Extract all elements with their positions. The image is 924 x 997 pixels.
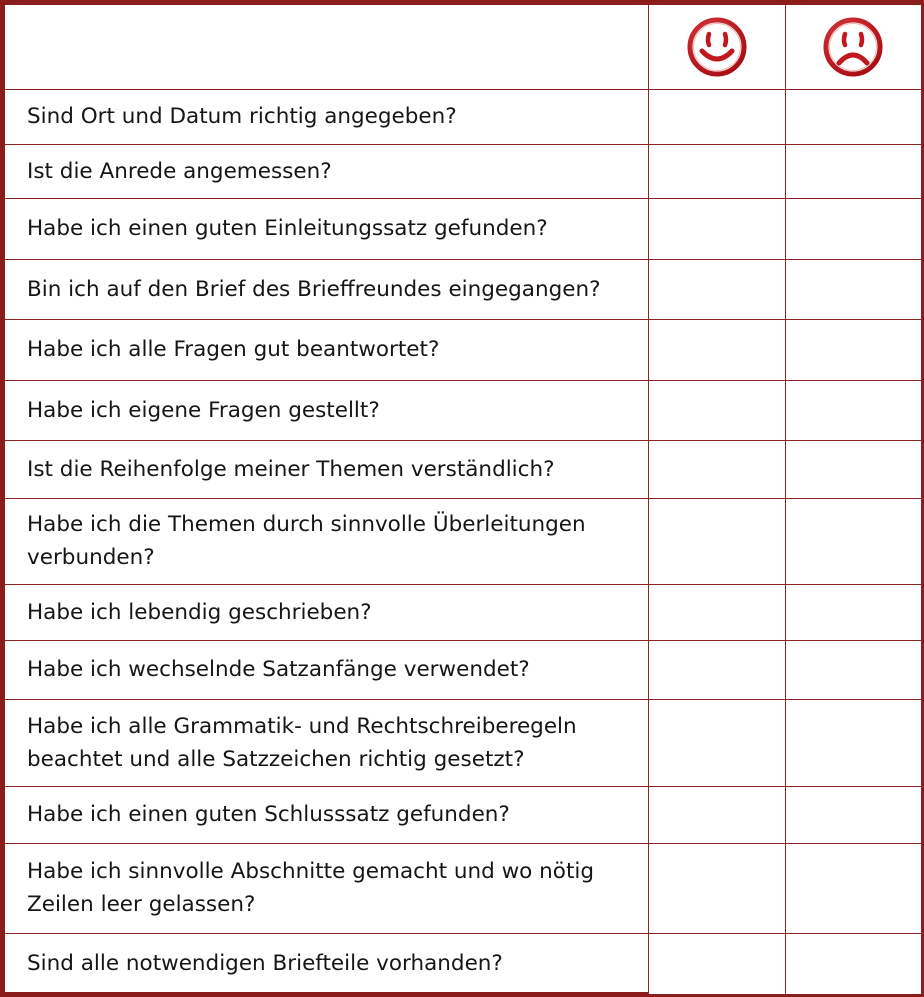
question-text: Habe ich die Themen durch sinnvolle Überleitungen verbunden? [5, 498, 648, 584]
question-text: Habe ich sinnvolle Abschnitte gemacht und wo nötig Zeilen leer gelassen? [5, 843, 648, 933]
question-text: Habe ich lebendig geschrieben? [5, 584, 648, 640]
checklist-row [5, 440, 921, 498]
negative-answer-cell[interactable] [785, 89, 921, 144]
checklist-row [5, 259, 921, 319]
checklist-row [5, 699, 921, 786]
question-text: Habe ich eigene Fragen gestellt? [5, 380, 648, 440]
positive-answer-cell[interactable] [648, 380, 785, 440]
question-text: Habe ich einen guten Einleitungssatz gefunden? [5, 198, 648, 259]
negative-answer-cell[interactable] [785, 498, 921, 584]
self-check-table [5, 5, 921, 994]
checklist-row [5, 319, 921, 380]
positive-answer-cell[interactable] [648, 786, 785, 843]
checklist-row [5, 498, 921, 584]
question-text: Ist die Reihenfolge meiner Themen verständlich? [5, 440, 648, 498]
positive-answer-cell[interactable] [648, 699, 785, 786]
negative-column-header [785, 5, 921, 89]
positive-answer-cell[interactable] [648, 843, 785, 933]
positive-answer-cell[interactable] [648, 933, 785, 994]
negative-answer-cell[interactable] [785, 786, 921, 843]
question-text: Bin ich auf den Brief des Brieffreundes eingegangen? [5, 259, 648, 319]
question-text: Sind alle notwendigen Briefteile vorhanden? [5, 933, 648, 994]
negative-answer-cell[interactable] [785, 640, 921, 699]
positive-answer-cell[interactable] [648, 319, 785, 380]
positive-answer-cell[interactable] [648, 440, 785, 498]
positive-column-header [648, 5, 785, 89]
question-text: Habe ich alle Fragen gut beantwortet? [5, 319, 648, 380]
checklist-row [5, 380, 921, 440]
negative-answer-cell[interactable] [785, 584, 921, 640]
checklist-row [5, 786, 921, 843]
checklist-row [5, 198, 921, 259]
negative-answer-cell[interactable] [785, 699, 921, 786]
question-text: Habe ich alle Grammatik- und Rechtschreiberegeln beachtet und alle Satzzeichen richtig gesetzt? [5, 699, 648, 786]
positive-answer-cell[interactable] [648, 584, 785, 640]
positive-answer-cell[interactable] [648, 198, 785, 259]
negative-answer-cell[interactable] [785, 198, 921, 259]
checklist-row [5, 89, 921, 144]
header-row [5, 5, 921, 89]
smiley-happy-icon [685, 15, 749, 79]
checklist-row [5, 144, 921, 198]
question-text: Habe ich wechselnde Satzanfänge verwendet? [5, 640, 648, 699]
question-text: Habe ich einen guten Schlusssatz gefunden? [5, 786, 648, 843]
checklist-row [5, 933, 921, 994]
negative-answer-cell[interactable] [785, 440, 921, 498]
positive-answer-cell[interactable] [648, 498, 785, 584]
negative-answer-cell[interactable] [785, 259, 921, 319]
checklist-row [5, 584, 921, 640]
negative-answer-cell[interactable] [785, 319, 921, 380]
checklist-row [5, 843, 921, 933]
positive-answer-cell[interactable] [648, 259, 785, 319]
negative-answer-cell[interactable] [785, 380, 921, 440]
negative-answer-cell[interactable] [785, 843, 921, 933]
positive-answer-cell[interactable] [648, 144, 785, 198]
smiley-sad-icon [821, 15, 885, 79]
positive-answer-cell[interactable] [648, 89, 785, 144]
negative-answer-cell[interactable] [785, 933, 921, 994]
positive-answer-cell[interactable] [648, 640, 785, 699]
negative-answer-cell[interactable] [785, 144, 921, 198]
question-text: Ist die Anrede angemessen? [5, 144, 648, 198]
checklist-row [5, 640, 921, 699]
question-text: Sind Ort und Datum richtig angegeben? [5, 89, 648, 144]
question-header [5, 5, 648, 89]
